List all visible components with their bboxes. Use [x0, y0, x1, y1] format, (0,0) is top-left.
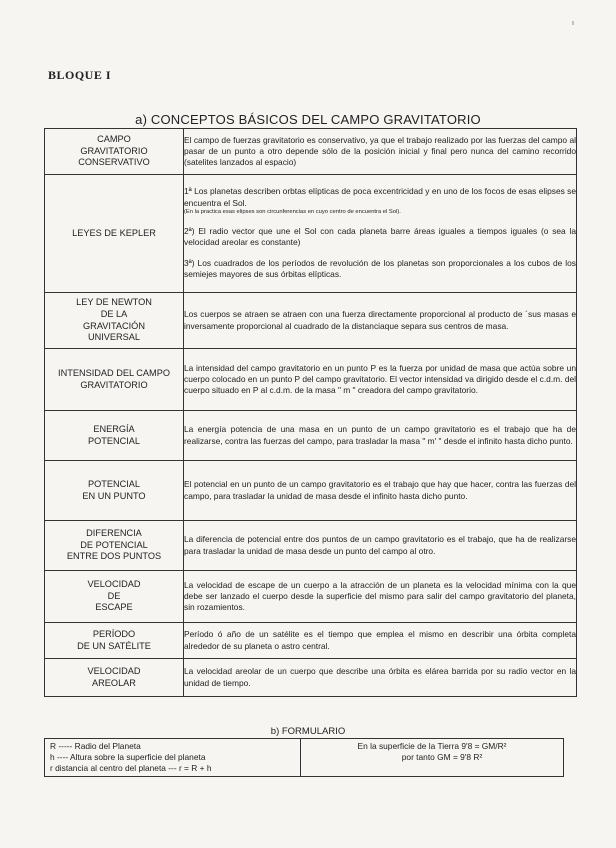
term-line: ENERGÍA	[93, 423, 135, 434]
concept-description	[184, 461, 577, 521]
table-row	[45, 461, 577, 521]
table-row	[45, 411, 577, 461]
concept-description	[184, 521, 577, 571]
description-text: El campo de fuerzas gravitatorio es conservativo, ya que el trabajo realizado por las fuerzas del campo al pasar de un punto a otro depende sólo de la posición inicial y final pero nunca del camino recorrido (satelites lanzados al espacio)	[184, 134, 576, 168]
concept-term	[45, 659, 184, 697]
term-line: DIFERENCIA	[86, 527, 142, 538]
description-text: La diferencia de potencial entre dos puntos de un campo gravitatorio es el trabajo, que ha de realizarse para trasladar la unidad de masa desde un punto del campo al otro.	[184, 534, 576, 556]
term-line: CONSERVATIVO	[78, 157, 150, 168]
term-line: CAMPO	[97, 133, 131, 144]
concept-term	[45, 461, 184, 521]
concept-description	[184, 175, 577, 293]
concept-description	[184, 623, 577, 659]
description-text: Los cuerpos se atraen se atraen con una fuerza directamente proporcional al producto de ´sus masas e inversamente proporcional al cuadrado de la distanciaque separa sus centros de masa.	[184, 309, 576, 331]
kepler-law-3: 3ª) Los cuadrados de los períodos de revolución de los planetas son proporcionales a los cubos de los semiejes mayores de sus órbitas elípticas.	[184, 258, 576, 280]
concept-description	[184, 129, 577, 175]
bloque-heading: BLOQUE I	[48, 68, 112, 82]
table-row	[45, 739, 564, 777]
table-row	[45, 659, 577, 697]
formulas-right-cell	[301, 739, 564, 777]
formula-line: h ---- Altura sobre la superficie del planeta	[50, 752, 206, 763]
table-row	[45, 571, 577, 623]
kepler-law-2: 2ª) El radio vector que une el Sol con cada planeta barre áreas iguales a tiempos iguales (o sea la velocidad areolar es constante)	[184, 226, 576, 248]
term-line: ENTRE DOS PUNTOS	[66, 551, 162, 562]
concept-term	[45, 293, 184, 349]
term-line: VELOCIDAD	[87, 578, 141, 589]
term-line: VELOCIDAD	[87, 665, 141, 676]
term-line: POTENCIAL	[87, 478, 141, 489]
term-line: GRAVITATORIO	[80, 379, 148, 390]
concept-description	[184, 411, 577, 461]
concepts-table	[44, 128, 577, 697]
term-line: DE UN SATÉLITE	[77, 640, 151, 651]
description-text: Período ó año de un satélite es el tiempo que emplea el mismo en describir una órbita completa alrededor de su planeta o astro central.	[184, 629, 576, 651]
term-line: INTENSIDAD DEL CAMPO	[58, 367, 170, 378]
concept-term	[45, 349, 184, 411]
formulas-table	[44, 738, 564, 777]
formula-line: r distancia al centro del planeta --- r = R + h	[50, 763, 212, 774]
term-line: ESCAPE	[95, 602, 133, 613]
concept-description	[184, 659, 577, 697]
table-row	[45, 521, 577, 571]
description-text: La energía potencia de una masa en un punto de un campo gravitatorio es el trabajo que ha de realizarse, contra las fuerzas del campo, para trasladar la masa " m' " desde el infinito hasta dicho punto.	[184, 424, 576, 446]
table-row	[45, 623, 577, 659]
term-line: GRAVITACIÓN	[83, 320, 145, 331]
term-line: DE	[107, 590, 121, 601]
term-line: DE POTENCIAL	[80, 539, 148, 550]
concept-term	[45, 623, 184, 659]
description-text: La intensidad del campo gravitatorio en un punto P es la fuerza por unidad de masa que actúa sobre un cuerpo colocado en un punto P del campo gravitatorio. El vector intensidad va dirigido desde el c.d.m. del cuerpo situado en P al c.d.m. de la masa " m " creadora del campo gravitatorio.	[184, 362, 576, 396]
page-mark: ı	[572, 20, 574, 27]
table-row	[45, 293, 577, 349]
concept-description	[184, 349, 577, 411]
term-line: POTENCIAL	[87, 435, 141, 446]
formulario-title: b) FORMULARIO	[270, 726, 346, 737]
term-line: AREOLAR	[92, 677, 136, 688]
concept-term	[45, 411, 184, 461]
formula-line: R ----- Radio del Planeta	[50, 741, 141, 751]
section-a-title: a) CONCEPTOS BÁSICOS DEL CAMPO GRAVITATORIO	[135, 112, 481, 127]
term-line: DE LA	[100, 308, 128, 319]
formulas-left-cell	[45, 739, 301, 777]
term-line: PERÍODO	[92, 628, 136, 639]
table-row	[45, 129, 577, 175]
description-text: La velocidad areolar de un cuerpo que describe una órbita es elárea barrida por su radio vector en la unidad de tiempo.	[184, 666, 576, 688]
description-text: El potencial en un punto de un campo gravitatorio es el trabajo que hay que hacer, contra las fuerzas del campo, para trasladar la unidad de masa desde el infinito hasta dicho punto.	[184, 479, 576, 501]
term-line: LEY DE NEWTON	[76, 296, 152, 307]
table-row	[45, 349, 577, 411]
formula-line: En la superficie de la Tierra 9'8 = GM/R²	[357, 741, 507, 751]
term-line: LEYES DE KEPLER	[72, 227, 156, 238]
description-text: La velocidad de escape de un cuerpo a la atracción de un planeta es la velocidad mínima con la que debe ser lanzado el cuerpo desde la superficie del mismo para salir del campo gravitatorio del planeta, sin rozamientos.	[184, 579, 576, 613]
table-row	[45, 175, 577, 293]
term-line: GRAVITATORIO	[80, 145, 148, 156]
concept-term	[45, 571, 184, 623]
concept-description	[184, 571, 577, 623]
term-line: EN UN PUNTO	[82, 490, 146, 501]
concept-term	[45, 521, 184, 571]
concept-term	[45, 175, 184, 293]
kepler-law-1-note: (En la practica esas elipses son circunferencias en cuyo centro de encuentra el Sol).	[184, 208, 401, 215]
concept-term	[45, 129, 184, 175]
concept-description	[184, 293, 577, 349]
formula-line: por tanto GM = 9'8 R²	[401, 752, 483, 763]
kepler-law-1: 1ª Los planetas describen orbtas elípticas de poca excentricidad y en uno de los focos de esas elipses se encuentra el Sol.	[184, 186, 576, 208]
term-line: UNIVERSAL	[87, 332, 141, 343]
